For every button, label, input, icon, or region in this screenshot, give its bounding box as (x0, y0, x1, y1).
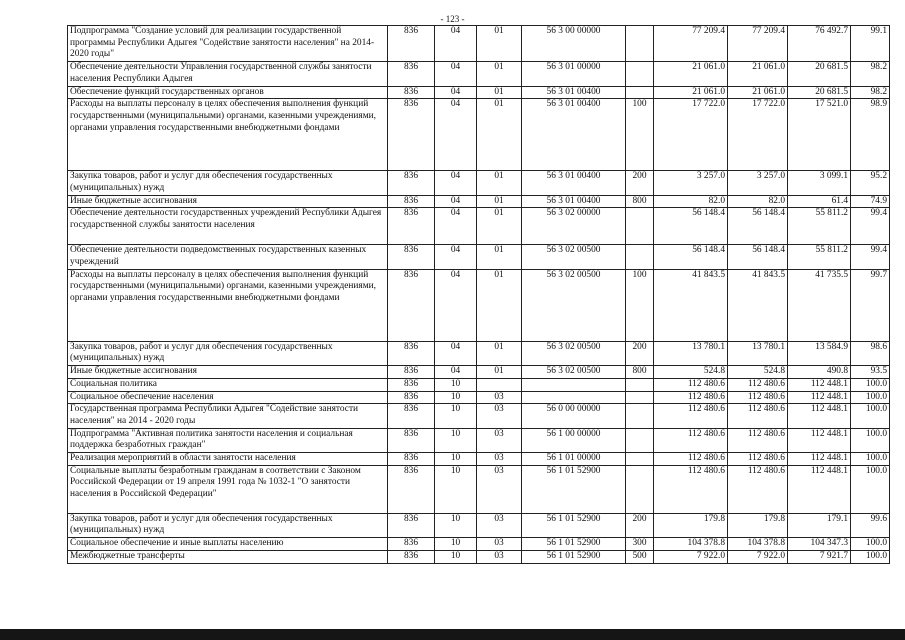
row-executed-amount: 17 521.0 (788, 99, 851, 171)
row-expense-type (626, 391, 654, 404)
row-subsection: 01 (477, 208, 522, 245)
row-subsection: 03 (477, 453, 522, 466)
budget-table-body (68, 26, 890, 564)
row-code: 836 (388, 208, 435, 245)
row-approved-amount: 104 378.8 (654, 538, 728, 551)
row-code: 836 (388, 538, 435, 551)
row-article: 56 1 01 52900 (522, 538, 626, 551)
row-article (522, 378, 626, 391)
row-article: 56 3 01 00400 (522, 99, 626, 171)
row-code: 836 (388, 550, 435, 563)
table-row (68, 453, 890, 466)
row-name: Обеспечение деятельности Управления государственной службы занятости населения Республики Адыгея (68, 62, 388, 86)
row-revised-amount: 77 209.4 (728, 26, 788, 62)
row-section: 04 (435, 171, 477, 195)
row-executed-amount: 490.8 (788, 366, 851, 379)
row-expense-type (626, 208, 654, 245)
row-code: 836 (388, 86, 435, 99)
row-expense-type: 500 (626, 550, 654, 563)
row-article: 56 3 01 00400 (522, 195, 626, 208)
row-subsection: 01 (477, 171, 522, 195)
row-code: 836 (388, 99, 435, 171)
row-expense-type: 800 (626, 366, 654, 379)
row-execution-percent: 98.2 (851, 86, 890, 99)
row-code: 836 (388, 245, 435, 269)
row-article: 56 3 02 00000 (522, 208, 626, 245)
row-executed-amount: 112 448.1 (788, 453, 851, 466)
row-execution-percent: 99.4 (851, 245, 890, 269)
row-approved-amount: 77 209.4 (654, 26, 728, 62)
row-code: 836 (388, 391, 435, 404)
row-expense-type: 800 (626, 195, 654, 208)
row-revised-amount: 112 480.6 (728, 428, 788, 452)
row-subsection: 01 (477, 341, 522, 365)
row-executed-amount: 112 448.1 (788, 404, 851, 428)
row-code: 836 (388, 404, 435, 428)
row-execution-percent: 95.2 (851, 171, 890, 195)
row-section: 10 (435, 538, 477, 551)
row-revised-amount: 82.0 (728, 195, 788, 208)
row-approved-amount: 112 480.6 (654, 404, 728, 428)
row-section: 10 (435, 465, 477, 513)
page-bottom-edge (0, 629, 905, 640)
row-executed-amount: 41 735.5 (788, 269, 851, 341)
row-executed-amount: 20 681.5 (788, 62, 851, 86)
row-section: 10 (435, 428, 477, 452)
row-article: 56 1 01 52900 (522, 550, 626, 563)
row-expense-type: 200 (626, 513, 654, 537)
row-section: 10 (435, 404, 477, 428)
row-execution-percent: 100.0 (851, 378, 890, 391)
row-subsection: 01 (477, 62, 522, 86)
row-subsection: 01 (477, 26, 522, 62)
row-name: Реализация мероприятий в области занятости населения (68, 453, 388, 466)
row-section: 04 (435, 62, 477, 86)
row-executed-amount: 13 584.9 (788, 341, 851, 365)
row-execution-percent: 100.0 (851, 538, 890, 551)
row-code: 836 (388, 26, 435, 62)
row-subsection: 01 (477, 269, 522, 341)
row-name: Закупка товаров, работ и услуг для обеспечения государственных (муниципальных) нужд (68, 513, 388, 537)
table-row (68, 26, 890, 62)
row-executed-amount: 55 811.2 (788, 208, 851, 245)
row-expense-type (626, 453, 654, 466)
row-subsection: 03 (477, 513, 522, 537)
row-expense-type: 300 (626, 538, 654, 551)
row-revised-amount: 3 257.0 (728, 171, 788, 195)
row-article: 56 1 01 52900 (522, 465, 626, 513)
row-executed-amount: 7 921.7 (788, 550, 851, 563)
row-execution-percent: 99.7 (851, 269, 890, 341)
row-execution-percent: 98.2 (851, 62, 890, 86)
row-execution-percent: 98.6 (851, 341, 890, 365)
row-approved-amount: 112 480.6 (654, 453, 728, 466)
row-article: 56 1 00 00000 (522, 428, 626, 452)
row-approved-amount: 13 780.1 (654, 341, 728, 365)
row-section: 04 (435, 208, 477, 245)
row-revised-amount: 112 480.6 (728, 378, 788, 391)
row-name: Закупка товаров, работ и услуг для обеспечения государственных (муниципальных) нужд (68, 341, 388, 365)
table-row (68, 513, 890, 537)
row-article: 56 3 00 00000 (522, 26, 626, 62)
row-subsection: 01 (477, 86, 522, 99)
row-revised-amount: 21 061.0 (728, 86, 788, 99)
row-revised-amount: 41 843.5 (728, 269, 788, 341)
row-approved-amount: 524.8 (654, 366, 728, 379)
row-executed-amount: 3 099.1 (788, 171, 851, 195)
table-row (68, 86, 890, 99)
row-code: 836 (388, 341, 435, 365)
row-section: 10 (435, 453, 477, 466)
row-section: 10 (435, 378, 477, 391)
row-expense-type (626, 378, 654, 391)
row-name: Социальная политика (68, 378, 388, 391)
row-article: 56 1 01 52900 (522, 513, 626, 537)
row-name: Подпрограмма "Активная политика занятости населения и социальная поддержка безработных граждан" (68, 428, 388, 452)
row-expense-type: 100 (626, 99, 654, 171)
table-row (68, 378, 890, 391)
row-section: 10 (435, 391, 477, 404)
budget-table (67, 25, 890, 564)
row-code: 836 (388, 195, 435, 208)
row-expense-type: 200 (626, 171, 654, 195)
row-approved-amount: 112 480.6 (654, 391, 728, 404)
row-subsection (477, 378, 522, 391)
row-subsection: 03 (477, 404, 522, 428)
row-section: 10 (435, 550, 477, 563)
row-execution-percent: 100.0 (851, 428, 890, 452)
row-name: Социальные выплаты безработным гражданам в соответствии с Законом Российской Федерации от 19 апреля 1991 года № 1032-1 "О занятости населения в Российской Федерации" (68, 465, 388, 513)
row-code: 836 (388, 269, 435, 341)
row-section: 04 (435, 269, 477, 341)
row-executed-amount: 76 492.7 (788, 26, 851, 62)
row-executed-amount: 61.4 (788, 195, 851, 208)
row-approved-amount: 82.0 (654, 195, 728, 208)
row-section: 04 (435, 26, 477, 62)
row-revised-amount: 112 480.6 (728, 465, 788, 513)
row-code: 836 (388, 366, 435, 379)
row-name: Расходы на выплаты персоналу в целях обеспечения выполнения функций государственными (муниципальными) органами, казенными учреждениями, органами управления государственными внебюджетными фондами (68, 99, 388, 171)
table-row (68, 269, 890, 341)
row-name: Обеспечение деятельности государственных учреждений Республики Адыгея государственной службы занятости населения (68, 208, 388, 245)
row-approved-amount: 3 257.0 (654, 171, 728, 195)
row-revised-amount: 112 480.6 (728, 453, 788, 466)
row-expense-type (626, 428, 654, 452)
row-article (522, 391, 626, 404)
row-execution-percent: 93.5 (851, 366, 890, 379)
row-approved-amount: 21 061.0 (654, 86, 728, 99)
row-expense-type (626, 465, 654, 513)
table-row (68, 366, 890, 379)
row-name: Подпрограмма "Создание условий для реализации государственной программы Республики Адыгея "Содействие занятости населения" на 2014-2020 годы" (68, 26, 388, 62)
row-name: Межбюджетные трансферты (68, 550, 388, 563)
row-name: Государственная программа Республики Адыгея "Содействие занятости населения" на 2014 - 2020 годы (68, 404, 388, 428)
row-revised-amount: 17 722.0 (728, 99, 788, 171)
row-subsection: 03 (477, 391, 522, 404)
row-expense-type: 100 (626, 269, 654, 341)
table-row (68, 245, 890, 269)
row-code: 836 (388, 453, 435, 466)
row-revised-amount: 56 148.4 (728, 245, 788, 269)
row-expense-type (626, 404, 654, 428)
row-section: 04 (435, 245, 477, 269)
row-revised-amount: 7 922.0 (728, 550, 788, 563)
row-article: 56 3 02 00500 (522, 341, 626, 365)
row-name: Обеспечение функций государственных органов (68, 86, 388, 99)
row-subsection: 01 (477, 99, 522, 171)
row-subsection: 01 (477, 366, 522, 379)
row-code: 836 (388, 513, 435, 537)
page-number: - 123 - (440, 14, 465, 24)
row-section: 04 (435, 99, 477, 171)
row-article: 56 3 02 00500 (522, 245, 626, 269)
row-name: Обеспечение деятельности подведомственных государственных казенных учреждений (68, 245, 388, 269)
row-revised-amount: 524.8 (728, 366, 788, 379)
row-approved-amount: 56 148.4 (654, 208, 728, 245)
row-expense-type (626, 86, 654, 99)
row-subsection: 03 (477, 428, 522, 452)
row-approved-amount: 179.8 (654, 513, 728, 537)
row-revised-amount: 104 378.8 (728, 538, 788, 551)
table-row (68, 99, 890, 171)
row-execution-percent: 99.4 (851, 208, 890, 245)
row-execution-percent: 74.9 (851, 195, 890, 208)
table-row (68, 465, 890, 513)
row-revised-amount: 13 780.1 (728, 341, 788, 365)
row-section: 04 (435, 195, 477, 208)
row-execution-percent: 99.6 (851, 513, 890, 537)
row-name: Социальное обеспечение и иные выплаты населению (68, 538, 388, 551)
table-row (68, 391, 890, 404)
row-execution-percent: 99.1 (851, 26, 890, 62)
row-executed-amount: 112 448.1 (788, 428, 851, 452)
row-revised-amount: 179.8 (728, 513, 788, 537)
row-executed-amount: 179.1 (788, 513, 851, 537)
row-section: 04 (435, 86, 477, 99)
row-article: 56 3 01 00400 (522, 86, 626, 99)
row-code: 836 (388, 62, 435, 86)
row-execution-percent: 100.0 (851, 404, 890, 428)
row-article: 56 3 01 00000 (522, 62, 626, 86)
row-name: Расходы на выплаты персоналу в целях обеспечения выполнения функций государственными (муниципальными) органами, казенными учреждениями, органами управления государственными внебюджетными фондами (68, 269, 388, 341)
row-code: 836 (388, 465, 435, 513)
row-executed-amount: 20 681.5 (788, 86, 851, 99)
row-name: Иные бюджетные ассигнования (68, 195, 388, 208)
row-revised-amount: 21 061.0 (728, 62, 788, 86)
row-executed-amount: 112 448.1 (788, 391, 851, 404)
row-subsection: 01 (477, 245, 522, 269)
row-section: 10 (435, 513, 477, 537)
row-article: 56 1 01 00000 (522, 453, 626, 466)
table-row (68, 404, 890, 428)
row-subsection: 01 (477, 195, 522, 208)
row-executed-amount: 104 347.3 (788, 538, 851, 551)
row-article: 56 3 02 00500 (522, 366, 626, 379)
row-name: Закупка товаров, работ и услуг для обеспечения государственных (муниципальных) нужд (68, 171, 388, 195)
row-execution-percent: 98.9 (851, 99, 890, 171)
row-approved-amount: 21 061.0 (654, 62, 728, 86)
row-revised-amount: 112 480.6 (728, 404, 788, 428)
table-row (68, 341, 890, 365)
row-subsection: 03 (477, 538, 522, 551)
row-execution-percent: 100.0 (851, 550, 890, 563)
row-approved-amount: 112 480.6 (654, 465, 728, 513)
table-row (68, 208, 890, 245)
row-approved-amount: 112 480.6 (654, 428, 728, 452)
row-approved-amount: 41 843.5 (654, 269, 728, 341)
row-expense-type (626, 245, 654, 269)
table-row (68, 171, 890, 195)
row-revised-amount: 56 148.4 (728, 208, 788, 245)
row-approved-amount: 112 480.6 (654, 378, 728, 391)
row-executed-amount: 55 811.2 (788, 245, 851, 269)
row-execution-percent: 100.0 (851, 391, 890, 404)
row-name: Социальное обеспечение населения (68, 391, 388, 404)
row-execution-percent: 100.0 (851, 465, 890, 513)
row-expense-type (626, 26, 654, 62)
row-execution-percent: 100.0 (851, 453, 890, 466)
row-article: 56 3 02 00500 (522, 269, 626, 341)
row-approved-amount: 17 722.0 (654, 99, 728, 171)
row-code: 836 (388, 378, 435, 391)
row-name: Иные бюджетные ассигнования (68, 366, 388, 379)
row-subsection: 03 (477, 550, 522, 563)
row-section: 04 (435, 341, 477, 365)
table-row (68, 428, 890, 452)
row-approved-amount: 56 148.4 (654, 245, 728, 269)
row-executed-amount: 112 448.1 (788, 378, 851, 391)
row-approved-amount: 7 922.0 (654, 550, 728, 563)
table-row (68, 195, 890, 208)
table-row (68, 538, 890, 551)
row-article: 56 0 00 00000 (522, 404, 626, 428)
row-code: 836 (388, 171, 435, 195)
table-row (68, 550, 890, 563)
table-row (68, 62, 890, 86)
row-executed-amount: 112 448.1 (788, 465, 851, 513)
row-revised-amount: 112 480.6 (728, 391, 788, 404)
row-code: 836 (388, 428, 435, 452)
row-subsection: 03 (477, 465, 522, 513)
row-article: 56 3 01 00400 (522, 171, 626, 195)
row-section: 04 (435, 366, 477, 379)
row-expense-type: 200 (626, 341, 654, 365)
row-expense-type (626, 62, 654, 86)
